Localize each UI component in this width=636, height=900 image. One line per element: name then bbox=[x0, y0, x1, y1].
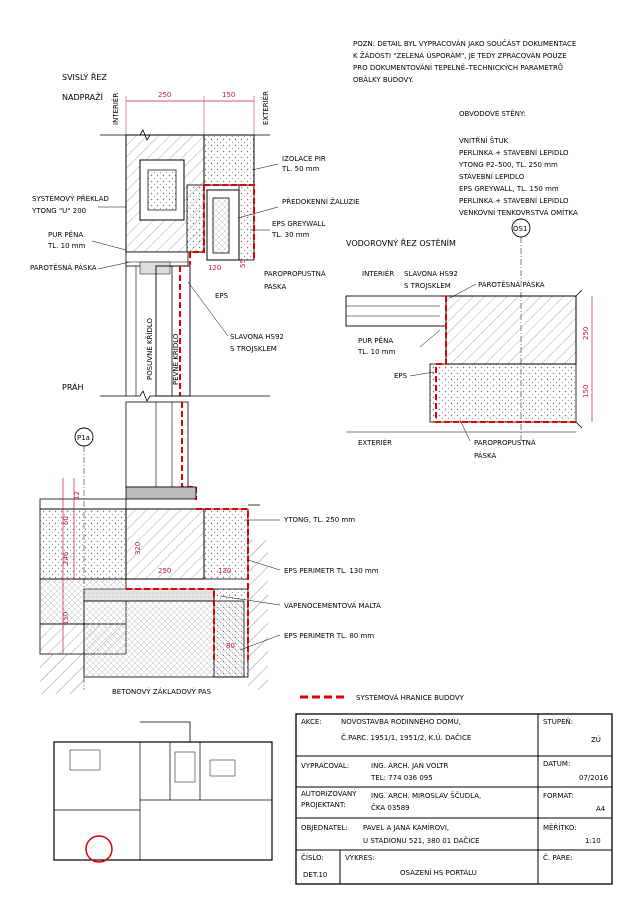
vs-eps-greywall: EPS GREYWALL bbox=[272, 220, 326, 228]
vs-dim-150b: 150 bbox=[62, 611, 70, 625]
vs-pur-pena: PUR PĚNA bbox=[48, 231, 84, 239]
hs-parotesna: PAROTĚSNÁ PÁSKA bbox=[478, 281, 545, 289]
tb-autor-label-2: PROJEKTANT: bbox=[301, 801, 346, 809]
floor-plan-thumbnail bbox=[54, 722, 272, 862]
walls-line-5: EPS GREYWALL, TL. 150 mm bbox=[459, 185, 559, 193]
vs-ytong250: YTONG, TL. 250 mm bbox=[284, 516, 356, 524]
tb-format-label: FORMÁT: bbox=[543, 792, 574, 800]
vs-eps-perimetr80: EPS PERIMETR TL. 80 mm bbox=[284, 632, 375, 640]
vs-pevne: PEVNÉ KŘÍDLO bbox=[172, 333, 180, 385]
vs-slavona-2: S TROJSKLEM bbox=[230, 345, 277, 353]
vs-eps-greywall-tl: TL. 30 mm bbox=[272, 231, 310, 239]
vs-dim-250: 250 bbox=[158, 91, 172, 99]
note-line-2: K ŽÁDOSTI "ZELENÁ ÚSPORÁM", JE TEDY ZPRACOVÁN POUZE bbox=[353, 52, 567, 60]
hs-title: VODOROVNÝ ŘEZ OSTĚNÍM bbox=[346, 239, 456, 248]
tb-vypracoval-label: VYPRACOVAL: bbox=[301, 762, 350, 770]
tb-akce-label: AKCE: bbox=[301, 718, 322, 726]
walls-spec bbox=[458, 109, 578, 217]
tb-objednatel-label: OBJEDNATEL: bbox=[301, 824, 348, 832]
hs-os1: OS1 bbox=[513, 225, 528, 233]
note-line-3: PRO DOKUMENTOVÁNÍ TEPELNĚ–TECHNICKÝCH PARAMETRŮ bbox=[353, 64, 563, 72]
walls-title: OBVODOVÉ STĚNY: bbox=[459, 110, 526, 118]
vs-title-2: NADPRAŽÍ bbox=[62, 93, 103, 102]
hs-exterier: EXTERIÉR bbox=[358, 439, 393, 447]
vertical-section bbox=[30, 71, 381, 696]
hs-dim-150: 150 bbox=[582, 384, 590, 398]
vs-paska: PÁSKA bbox=[264, 283, 287, 291]
tb-akce-2: Č.PARC. 1951/1, 1951/2, K.Ú. DAČICE bbox=[341, 734, 472, 742]
vs-paropropustna: PAROPROPUSTNÁ bbox=[264, 270, 326, 278]
vs-prah: PRÁH bbox=[62, 383, 84, 392]
vs-dim-60: 60 bbox=[62, 516, 70, 525]
vs-eps-perimetr130: EPS PERIMETR TL. 130 mm bbox=[284, 567, 379, 575]
vs-dim-120: 120 bbox=[208, 264, 222, 272]
walls-line-3: YTONG P2–500, TL. 250 mm bbox=[459, 161, 558, 169]
vs-vapeno: VÁPENOCEMENTOVÁ MALTA bbox=[284, 602, 381, 610]
hs-eps: EPS bbox=[394, 372, 408, 380]
tb-c-pare-label: Č. PARE: bbox=[543, 854, 573, 862]
vs-dim-130: 130 bbox=[218, 567, 232, 575]
walls-line-7: VENKOVNÍ TENKOVRSTVÁ OMÍTKA bbox=[459, 209, 578, 217]
vs-betonovy: BETONOVÝ ZÁKLADOVÝ PAS bbox=[112, 688, 212, 696]
tb-meritko-label: MĚŘÍTKO: bbox=[543, 824, 577, 832]
vs-parotesna: PAROTĚSNÁ PÁSKA bbox=[30, 264, 97, 272]
vs-interier: INTERIÉR bbox=[112, 92, 120, 125]
tb-datum: 07/2016 bbox=[579, 774, 609, 782]
vs-dim-246: 246 bbox=[62, 551, 70, 565]
tb-akce-1: NOVOSTAVBA RODINNÉHO DOMU, bbox=[341, 718, 461, 726]
tb-format: A4 bbox=[596, 805, 606, 813]
tb-vypracoval-1: ING. ARCH. JAN VOLTR bbox=[371, 762, 449, 770]
vs-posuvne: POSUVNÉ KŘÍDLO bbox=[146, 317, 154, 380]
vs-eps: EPS bbox=[215, 292, 229, 300]
hs-pur-pena: PUR PĚNA bbox=[358, 337, 394, 345]
walls-line-2: PERLINKA + STAVEBNÍ LEPIDLO bbox=[459, 149, 569, 157]
legend-label: SYSTÉMOVÁ HRANICE BUDOVY bbox=[356, 694, 464, 702]
vs-dim-320: 320 bbox=[134, 541, 142, 555]
vs-izolace-pir-tl: TL. 50 mm bbox=[282, 165, 320, 173]
hs-interier: INTERIÉR bbox=[362, 270, 395, 278]
detail-location-marker bbox=[86, 836, 112, 862]
hs-dim-250: 250 bbox=[582, 326, 590, 340]
vs-dim-80: 80 bbox=[226, 642, 235, 650]
tb-autor-1: ING. ARCH. MIROSLAV ŠČUDLA, bbox=[371, 792, 482, 800]
vs-dim-12: 12 bbox=[73, 491, 81, 500]
tb-stupen: ZÚ bbox=[591, 736, 601, 744]
tb-cislo: DET.10 bbox=[303, 871, 328, 879]
tb-autor-label-1: AUTORIZOVANÝ bbox=[301, 790, 357, 798]
walls-line-4: STAVEBNÍ LEPIDLO bbox=[459, 173, 525, 181]
legend bbox=[300, 693, 465, 702]
tb-autor-2: ČKA 03589 bbox=[371, 804, 410, 812]
tb-datum-label: DATUM: bbox=[543, 760, 571, 768]
vs-pur-pena-tl: TL. 10 mm bbox=[48, 242, 86, 250]
note-block bbox=[353, 39, 576, 84]
hs-paska: PÁSKA bbox=[474, 452, 497, 460]
tb-vykres-label: VÝKRES: bbox=[345, 854, 375, 862]
vs-izolace-pir: IZOLACE PIR bbox=[282, 155, 326, 163]
vs-exterier: EXTERIÉR bbox=[262, 90, 270, 125]
vs-ytong-u: YTONG "U" 200 bbox=[32, 207, 87, 215]
note-line-4: OBÁLKY BUDOVY. bbox=[353, 76, 414, 84]
hs-slavona-2: S TROJSKLEM bbox=[404, 282, 451, 290]
vs-systemovy-preklad: SYSTÉMOVÝ PŘEKLAD bbox=[32, 195, 109, 203]
tb-objednatel-2: U STADIONU 521, 380 01 DAČICE bbox=[363, 837, 480, 845]
note-line-1: POZN: DETAIL BYL VYPRACOVÁN JAKO SOUČÁST DOKUMENTACE bbox=[353, 40, 577, 48]
vs-p1a: P1a bbox=[77, 434, 90, 442]
hs-pur-pena-tl: TL. 10 mm bbox=[358, 348, 396, 356]
tb-vypracoval-2: TEL: 774 036 095 bbox=[371, 774, 433, 782]
tb-stupen-label: STUPEŇ: bbox=[543, 718, 574, 726]
tb-meritko: 1:10 bbox=[585, 837, 601, 845]
tb-vykres: OSAZENÍ HS PORTÁLU bbox=[400, 869, 477, 877]
vs-dim-55: 55 bbox=[239, 259, 247, 268]
vs-dim-150: 150 bbox=[222, 91, 236, 99]
title-block bbox=[296, 714, 612, 884]
walls-line-1: VNITŘNÍ ŠTUK bbox=[459, 137, 509, 145]
tb-objednatel-1: PAVEL A JANA KAMÍROVI, bbox=[363, 824, 450, 832]
vs-dim-250b: 250 bbox=[158, 567, 172, 575]
tb-cislo-label: ČÍSLO: bbox=[301, 854, 324, 862]
vs-slavona: SLAVONA HS92 bbox=[230, 333, 284, 341]
vs-predokenni: PŘEDOKENNÍ ŽALUZIE bbox=[282, 198, 360, 206]
hs-slavona: SLAVONA HS92 bbox=[404, 270, 458, 278]
horizontal-section bbox=[346, 219, 592, 460]
vs-title-1: SVISLÝ ŘEZ bbox=[62, 73, 107, 82]
walls-line-6: PERLINKA + STAVEBNÍ LEPIDLO bbox=[459, 197, 569, 205]
hs-paropropustna: PAROPROPUSTNÁ bbox=[474, 439, 536, 447]
